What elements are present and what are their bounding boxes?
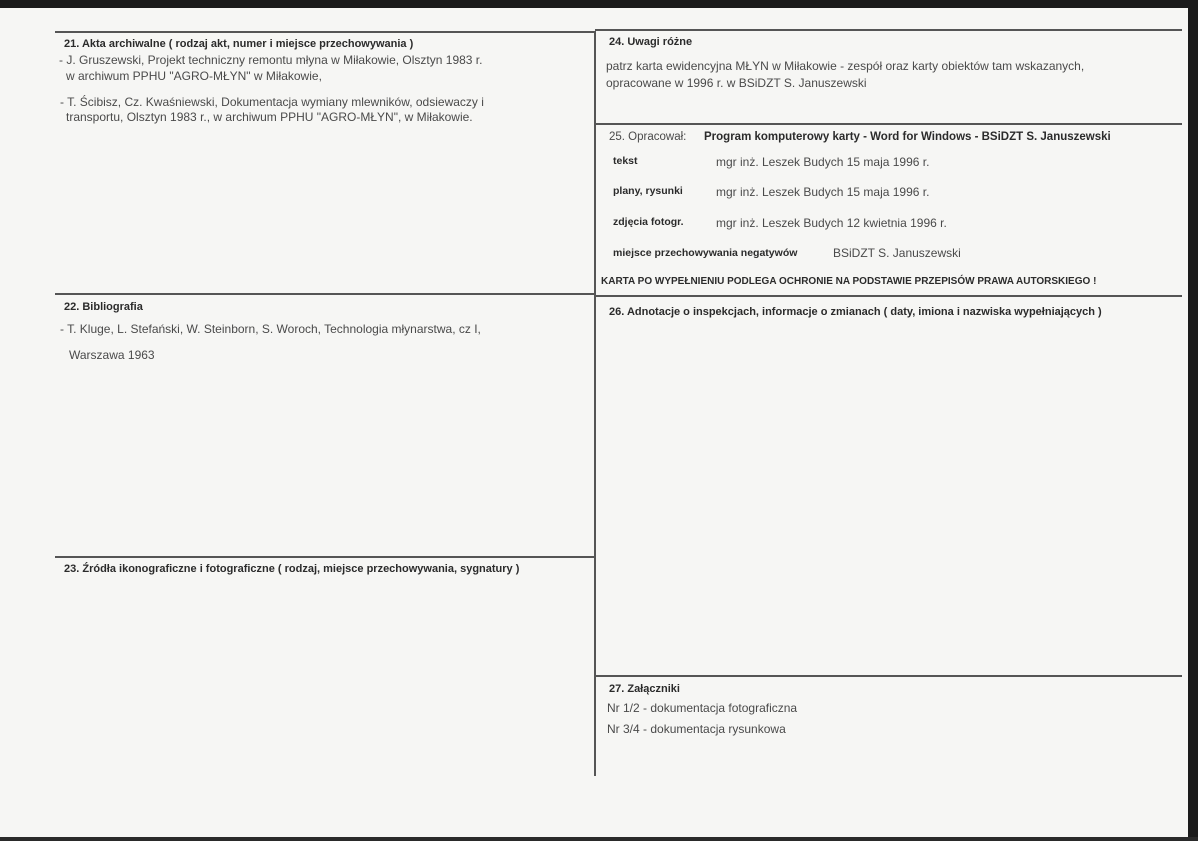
section-22-heading: 22. Bibliografia	[64, 301, 143, 313]
section-21-line: - J. Gruszewski, Projekt techniczny remontu młyna w Miłakowie, Olsztyn 1983 r.	[59, 53, 483, 67]
divider-24-25	[595, 123, 1182, 125]
storage-label: miejsce przechowywania negatywów	[613, 247, 798, 259]
author-row-label: zdjęcia fotogr.	[613, 216, 684, 228]
section-27-line: Nr 1/2 - dokumentacja fotograficzna	[607, 701, 798, 715]
divider-22-23	[55, 556, 595, 558]
divider-top-left	[55, 31, 595, 33]
section-22-line: Warszawa 1963	[69, 348, 155, 362]
section-23-heading: 23. Źródła ikonograficzne i fotograficzne ( rodzaj, miejsce przechowywania, sygnatury )	[64, 563, 520, 575]
section-21-heading: 21. Akta archiwalne ( rodzaj akt, numer i miejsce przechowywania )	[64, 38, 414, 50]
section-25-label: 25. Opracował:	[609, 131, 687, 143]
author-row-value: mgr inż. Leszek Budych 15 maja 1996 r.	[716, 185, 930, 199]
scan-edge-bottom	[0, 837, 1198, 841]
section-24-heading: 24. Uwagi różne	[609, 36, 693, 48]
scan-edge-top	[0, 0, 1198, 8]
author-row-label: tekst	[613, 155, 638, 167]
section-21-line: transportu, Olsztyn 1983 r., w archiwum PPHU "AGRO-MŁYN", w Miłakowie.	[66, 110, 473, 124]
section-27-heading: 27. Załączniki	[609, 683, 680, 695]
section-21-line: w archiwum PPHU "AGRO-MŁYN" w Miłakowie,	[66, 69, 322, 83]
section-21-line: - T. Ścibisz, Cz. Kwaśniewski, Dokumentacja wymiany mlewników, odsiewaczy i	[60, 95, 484, 109]
section-27-line: Nr 3/4 - dokumentacja rysunkowa	[607, 722, 786, 736]
divider-center	[594, 31, 596, 776]
copyright-notice: KARTA PO WYPEŁNIENIU PODLEGA OCHRONIE NA PODSTAWIE PRZEPISÓW PRAWA AUTORSKIEGO !	[601, 276, 1097, 287]
section-22-line: - T. Kluge, L. Stefański, W. Steinborn, S. Woroch, Technologia młynarstwa, cz I,	[60, 322, 481, 336]
section-25-program: Program komputerowy karty - Word for Windows - BSiDZT S. Januszewski	[704, 131, 1111, 143]
section-24-line: opracowane w 1996 r. w BSiDZT S. Januszewski	[606, 76, 867, 90]
author-row-label: plany, rysunki	[613, 185, 683, 197]
author-row-value: mgr inż. Leszek Budych 12 kwietnia 1996 r.	[716, 216, 947, 230]
divider-26-27	[595, 675, 1182, 677]
scan-edge-right	[1188, 0, 1198, 841]
storage-value: BSiDZT S. Januszewski	[833, 246, 961, 260]
divider-21-22	[55, 293, 595, 295]
divider-top-right	[595, 29, 1182, 31]
section-26-heading: 26. Adnotacje o inspekcjach, informacje o zmianach ( daty, imiona i nazwiska wypełniających )	[609, 306, 1102, 318]
author-row-value: mgr inż. Leszek Budych 15 maja 1996 r.	[716, 155, 930, 169]
section-24-line: patrz karta ewidencyjna MŁYN w Miłakowie - zespół oraz karty obiektów tam wskazanych,	[606, 59, 1085, 73]
divider-25-26	[595, 295, 1182, 297]
